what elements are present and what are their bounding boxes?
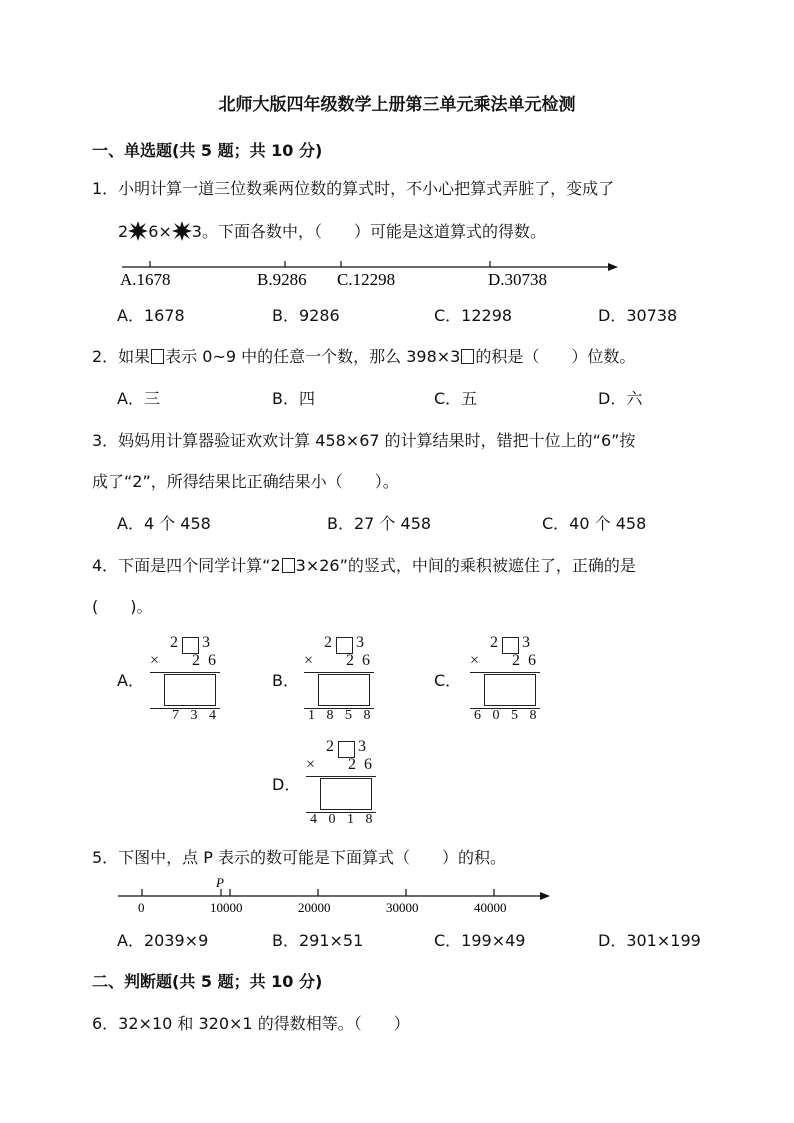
section-heading-single-choice: 一、单选题(共 5 题；共 10 分) (92, 141, 323, 160)
question-2-option-b[interactable]: B．四 (272, 389, 315, 408)
final-product: 6 0 5 8 (474, 708, 541, 723)
question-4-option-c-label[interactable]: C． (434, 671, 462, 690)
numberline-label-d: D.30738 (488, 270, 548, 289)
tick-label-0: 0 (138, 900, 145, 915)
covered-product-box (320, 778, 372, 810)
question-5-option-b[interactable]: B．291×51 (272, 931, 364, 950)
vertical-multiplication-d: 2 3 × 2 6 4 0 1 8 (306, 738, 377, 827)
final-product: 4 0 1 8 (310, 812, 377, 827)
blank-box-icon (282, 558, 295, 573)
question-2-text-b: 表示 0~9 中的任意一个数，那么 398×3 (165, 347, 461, 366)
question-2-text (92, 344, 635, 367)
question-2-text-c: 的积是（ ）位数。 (475, 347, 636, 366)
covered-product-box (164, 674, 216, 706)
section-heading-true-false: 二、判断题(共 5 题；共 10 分) (92, 972, 323, 991)
vertical-multiplication-c: 2 3 × 2 6 6 0 5 8 (470, 634, 541, 723)
question-1-option-d[interactable]: D．30738 (598, 306, 678, 325)
question-4-option-b-label[interactable]: B． (272, 671, 299, 690)
question-5-option-a[interactable]: A．2039×9 (117, 931, 209, 950)
question-1-expression (118, 219, 546, 242)
question-1-text: 1．小明计算一道三位数乘两位数的算式时，不小心把算式弄脏了，变成了 (92, 179, 615, 198)
tick-label-40000: 40000 (474, 900, 507, 915)
question-3-text-line2: 成了“2”，所得结果比正确结果小（ ）。 (92, 472, 399, 491)
question-4-text-b: 3×26”的竖式，中间的乘积被遮住了，正确的是 (295, 556, 636, 575)
question-1-expr-rest: 3。下面各数中，（ ）可能是这道算式的得数。 (191, 222, 546, 241)
final-product: 1 8 5 8 (308, 708, 375, 723)
question-3-option-c[interactable]: C．40 个 458 (542, 514, 647, 533)
numberline-label-c: C.12298 (337, 270, 396, 289)
blank-box-icon (151, 349, 164, 364)
numberline-label-a: A.1678 (120, 270, 171, 289)
question-5-text: 5．下图中，点 P 表示的数可能是下面算式（ ）的积。 (92, 848, 507, 867)
tick-label-20000: 20000 (298, 900, 331, 915)
question-3-option-b[interactable]: B．27 个 458 (327, 514, 432, 533)
vertical-multiplication-b: 2 3 × 2 6 1 8 5 8 (304, 634, 375, 723)
question-6-text: 6．32×10 和 320×1 的得数相等。（ ） (92, 1014, 410, 1033)
question-2-option-d[interactable]: D．六 (598, 389, 643, 408)
question-5-option-c[interactable]: C．199×49 (434, 931, 526, 950)
numberline-label-b: B.9286 (257, 270, 307, 289)
question-2-option-c[interactable]: C．五 (434, 389, 478, 408)
ink-blot-icon (128, 221, 148, 241)
question-1-expr-middle: 6× (148, 222, 172, 241)
question-4-option-d-label[interactable]: D． (272, 775, 301, 794)
question-4-text-a: 4．下面是四个同学计算“2 (92, 556, 281, 575)
question-5-number-line (112, 874, 562, 918)
question-3-text-line1: 3．妈妈用计算器验证欢欢计算 458×67 的计算结果时，错把十位上的“6”按 (92, 431, 636, 450)
tick-label-10000: 10000 (210, 900, 243, 915)
question-1-option-c[interactable]: C．12298 (434, 306, 513, 325)
question-4-text-line2: ( )。 (92, 597, 153, 616)
question-4-text-line1 (92, 553, 636, 576)
question-5-option-d[interactable]: D．301×199 (598, 931, 701, 950)
question-2-text-a: 2．如果 (92, 347, 151, 366)
question-1-option-a[interactable]: A．1678 (117, 306, 185, 325)
question-1-option-b[interactable]: B．9286 (272, 306, 340, 325)
question-3-option-a[interactable]: A．4 个 458 (117, 514, 211, 533)
ink-blot-icon (172, 221, 192, 241)
question-2-option-a[interactable]: A．三 (117, 389, 160, 408)
point-p-label: P (216, 875, 224, 890)
question-4-option-a-label[interactable]: A． (117, 671, 144, 690)
vertical-multiplication-a: 2 3 × 2 6 7 3 4 (150, 634, 220, 723)
covered-product-box (484, 674, 536, 706)
question-1-expr-digit: 2 (118, 222, 129, 241)
tick-label-30000: 30000 (386, 900, 419, 915)
final-product: 7 3 4 (172, 708, 220, 723)
page-title: 北师大版四年级数学上册第三单元乘法单元检测 (218, 95, 576, 115)
covered-product-box (318, 674, 370, 706)
question-1-number-line (112, 255, 632, 291)
blank-box-icon (461, 349, 474, 364)
